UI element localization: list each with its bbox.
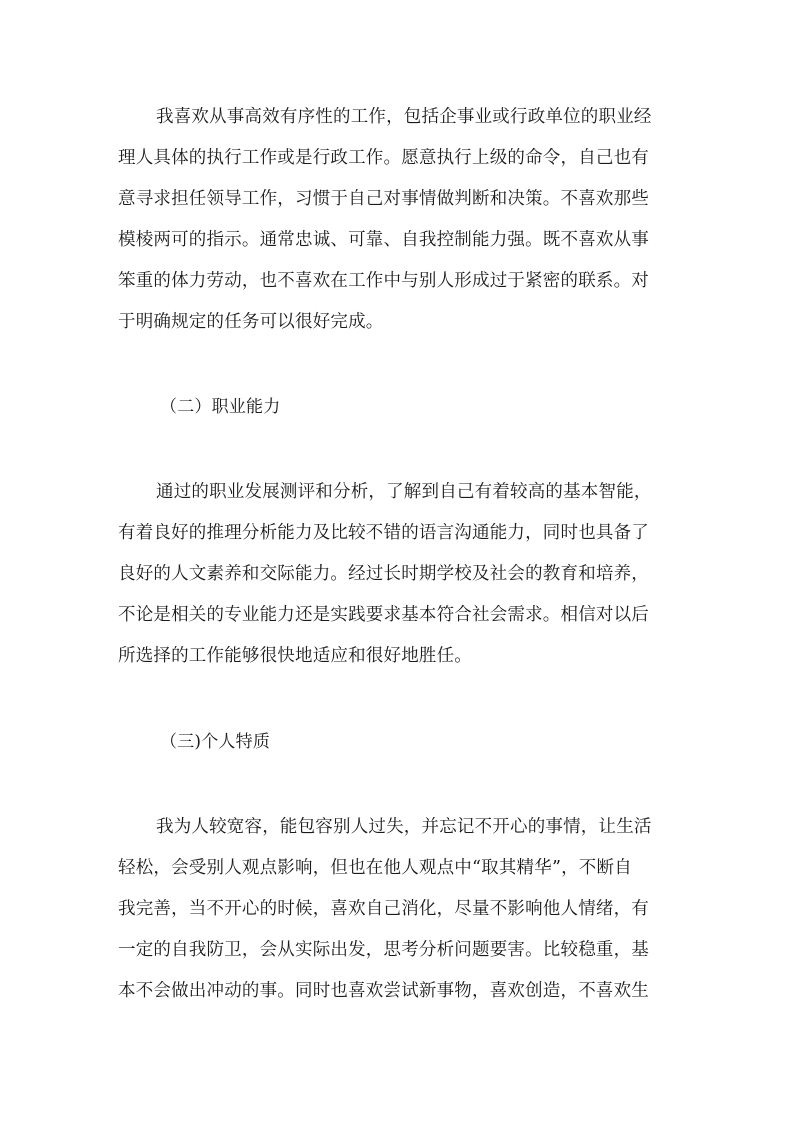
paragraph-3-line: 轻松，会受别人观点影响，但也在他人观点中“取其精华”，不断自 (118, 858, 632, 878)
section-heading-career-ability: （二）职业能力 (160, 397, 281, 417)
section-heading-personal-traits: （三)个人特质 (160, 732, 271, 752)
paragraph-2-line: 所选择的工作能够很快地适应和很好地胜任。 (118, 646, 472, 666)
paragraph-1-line: 模棱两可的指示。通常忠诚、可靠、自我控制能力强。既不喜欢从事 (118, 230, 649, 250)
paragraph-1-line: 于明确规定的任务可以很好完成。 (118, 312, 384, 332)
paragraph-2-line: 有着良好的推理分析能力及比较不错的语言沟通能力，同时也具备了 (118, 523, 649, 543)
paragraph-3-line: 本不会做出冲动的事。同时也喜欢尝试新事物，喜欢创造，不喜欢生 (118, 981, 649, 1001)
paragraph-1-line: 笨重的体力劳动，也不喜欢在工作中与别人形成过于紧密的联系。对 (118, 271, 649, 291)
paragraph-3-line: 一定的自我防卫，会从实际出发，思考分析问题要害。比较稳重，基 (118, 940, 649, 960)
paragraph-3-line: 我为人较宽容，能包容别人过失，并忘记不开心的事情，让生活 (156, 817, 652, 837)
paragraph-1-line: 我喜欢从事高效有序性的工作，包括企事业或行政单位的职业经 (156, 107, 652, 127)
paragraph-3-line: 我完善，当不开心的时候，喜欢自己消化，尽量不影响他人情绪，有 (118, 899, 649, 919)
paragraph-1-line: 理人具体的执行工作或是行政工作。愿意执行上级的命令，自己也有 (118, 148, 649, 168)
paragraph-2-line: 通过的职业发展测评和分析，了解到自己有着较高的基本智能， (156, 482, 652, 502)
paragraph-1-line: 意寻求担任领导工作，习惯于自己对事情做判断和决策。不喜欢那些 (118, 189, 649, 209)
paragraph-2-line: 不论是相关的专业能力还是实践要求基本符合社会需求。相信对以后 (118, 605, 649, 625)
paragraph-2-line: 良好的人文素养和交际能力。经过长时期学校及社会的教育和培养， (118, 564, 649, 584)
